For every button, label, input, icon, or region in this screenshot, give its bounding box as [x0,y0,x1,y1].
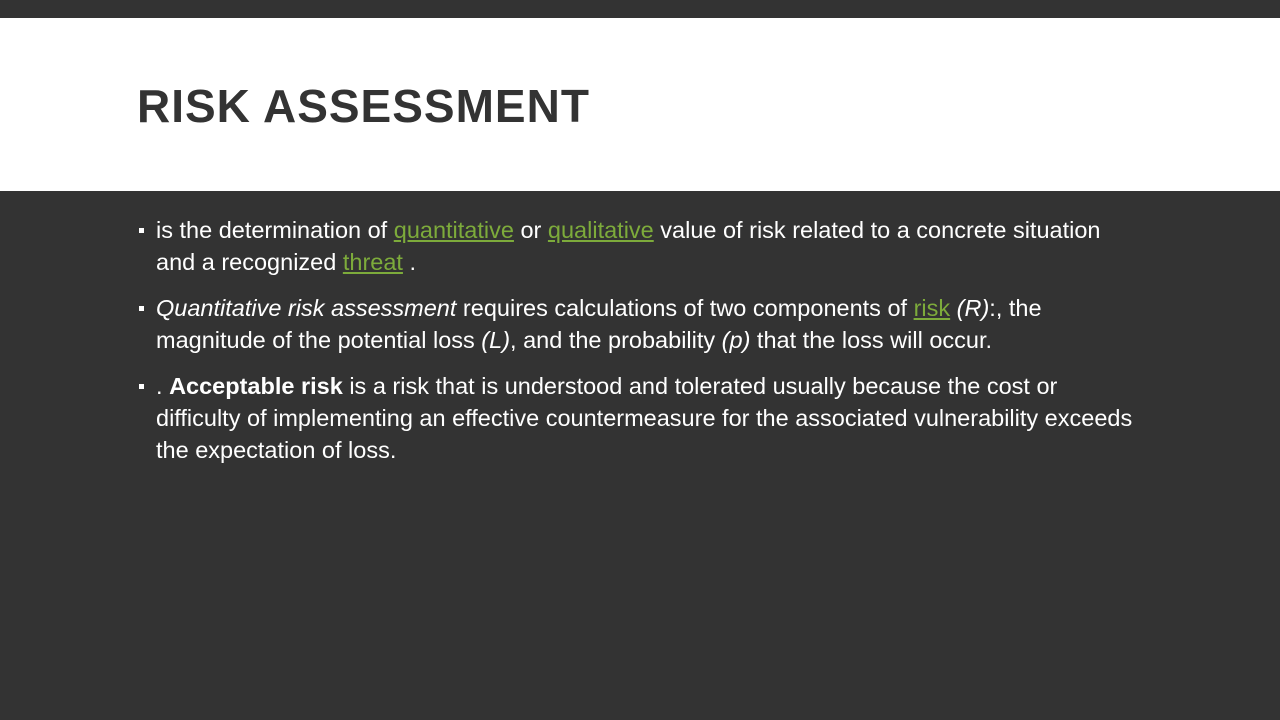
bullet-text: requires calculations of two components of [456,295,914,321]
bullet-item-acceptable [136,370,1146,466]
slide-title: RISK ASSESSMENT [137,80,590,132]
link-risk[interactable]: risk [913,295,951,321]
bullet-item-quantitative [136,292,1146,356]
bullet-text: value of risk related to a concrete situation and a recognized [156,217,1101,275]
bullet-text: is a risk that is understood and tolerated usually because the cost or difficulty of implementing an effective countermeasure for the associated vulnerability exceeds the expectation of loss. [156,373,1133,463]
bullet-text: :, the magnitude of the potential loss [156,295,1042,353]
bullet-text: . [402,249,416,275]
bullet-list [136,214,1146,480]
square-bullet-icon [139,306,144,311]
link-threat[interactable]: threat [342,249,403,275]
bullet-text: or [513,217,548,243]
bullet-item-definition [136,214,1146,278]
bullet-text: . [156,373,170,399]
square-bullet-icon [139,384,144,389]
link-quantitative[interactable]: quantitative [393,217,514,243]
bullet-text: that the loss will occur. [750,327,993,353]
link-qualitative[interactable]: qualitative [547,217,654,243]
square-bullet-icon [139,228,144,233]
emphasis-text: (L) [481,327,511,353]
emphasis-text: Quantitative risk assessment [156,295,457,321]
emphasis-text: (R) [950,295,990,321]
bullet-text: is the determination of [156,217,394,243]
emphasis-text: (p) [721,327,751,353]
strong-text: Acceptable risk [169,373,343,399]
bullet-text: , and the probability [510,327,722,353]
